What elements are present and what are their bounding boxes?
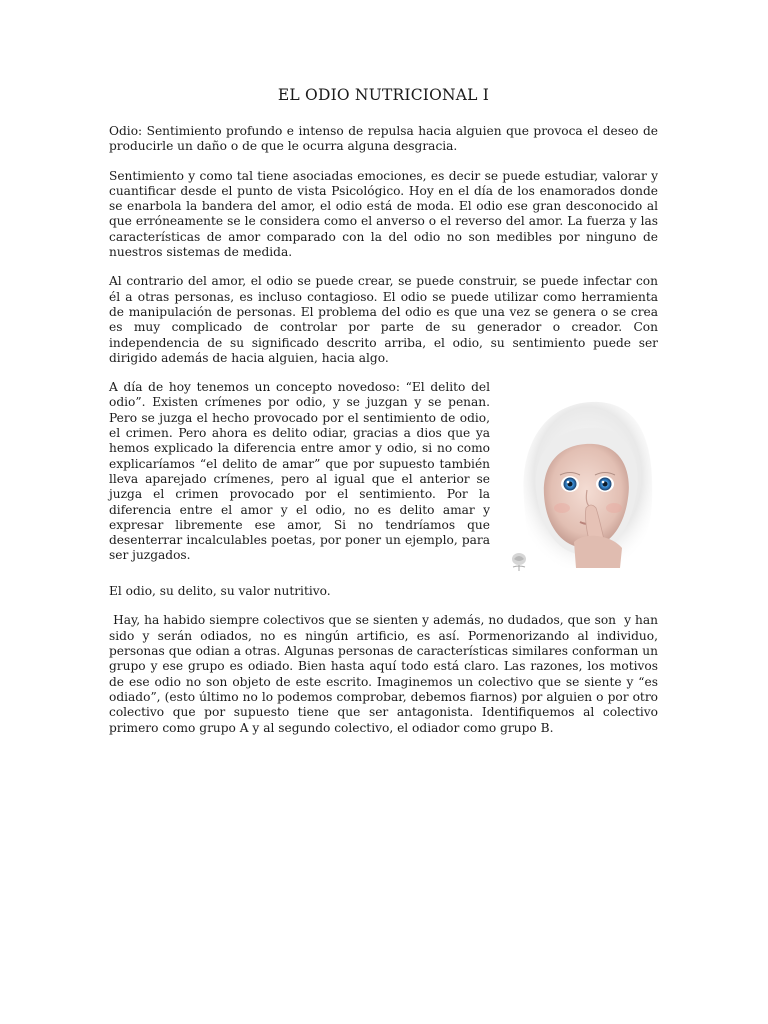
document-title: EL ODIO NUTRICIONAL I bbox=[277, 86, 490, 104]
paragraph-5: El odio, su delito, su valor nutritivo. bbox=[109, 584, 331, 599]
document-page bbox=[109, 85, 662, 750]
paragraph-2: Sentimiento y como tal tiene asociadas emociones, es decir se puede estudiar, valorar y cuantificar desde el punto de vista Psicológico. Hoy en el día de los enamorados donde se enarbola la bandera del amor, el odio está de moda. El odio ese gran desconocido al que erróneamente se le considera como el anverso o el reverso del amor. La fuerza y las características de amor comparado con la del odio no son medibles por ninguno de nuestros sistemas de medida. bbox=[109, 168, 658, 260]
paragraph-4: A día de hoy tenemos un concepto novedoso: “El delito del odio”. Existen crímenes por odio, y se juzgan y se penan. Pero se juzga el hecho provocado por el sentimiento de odio, el crimen. Pero ahora es delito odiar, gracias a dios que ya hemos explicado la diferencia entre amor y odio, si no como explicaríamos “el delito de amar” que por supuesto también lleva aparejado crímenes, pero al igual que el anterior se juzga el crimen provocado por el sentimiento. Por la diferencia entre el amor y el odio, no es delito amar y expresar libremente ese amor, Si no tendríamos que desenterrar incalculables poetas, por poner un ejemplo, para ser juzgados. bbox=[109, 380, 490, 563]
hooded-child-shushing-image bbox=[504, 380, 658, 570]
child-illustration-icon bbox=[504, 380, 658, 570]
paragraph-1: Odio: Sentimiento profundo e intenso de repulsa hacia alguien que provoca el deseo de producirle un daño o de que le ocurra alguna desgracia. bbox=[109, 124, 658, 154]
paragraph-with-image bbox=[109, 380, 658, 570]
rose-signature-icon bbox=[504, 550, 534, 572]
paragraph-3: Al contrario del amor, el odio se puede crear, se puede construir, se puede infectar con él a otras personas, es incluso contagioso. El odio se puede utilizar como herramienta de manipulación de personas. El problema del odio es que una vez se genera o se crea es muy complicado de controlar por parte de su generador o creador. Con independencia de su significado descrito arriba, el odio, su sentimiento puede ser dirigido además de hacia alguien, hacia algo. bbox=[109, 274, 658, 365]
paragraph-6: Hay, ha habido siempre colectivos que se sienten y además, no dudados, que son y han sido y serán odiados, no es ningún artificio, es así. Pormenorizando al individuo, personas que odian a otras. Algunas personas de características similares conforman un grupo y ese grupo es odiado. Bien hasta aquí todo está claro. Las razones, los motivos de ese odio no son objeto de este escrito. Imaginemos un colectivo que se siente y “es odiado”, (esto último no lo podemos comprobar, debemos fiarnos) por alguien o por otro colectivo que por supuesto tiene que ser antagonista. Identifiquemos al colectivo primero como grupo A y al segundo colectivo, el odiador como grupo B. bbox=[109, 613, 662, 735]
